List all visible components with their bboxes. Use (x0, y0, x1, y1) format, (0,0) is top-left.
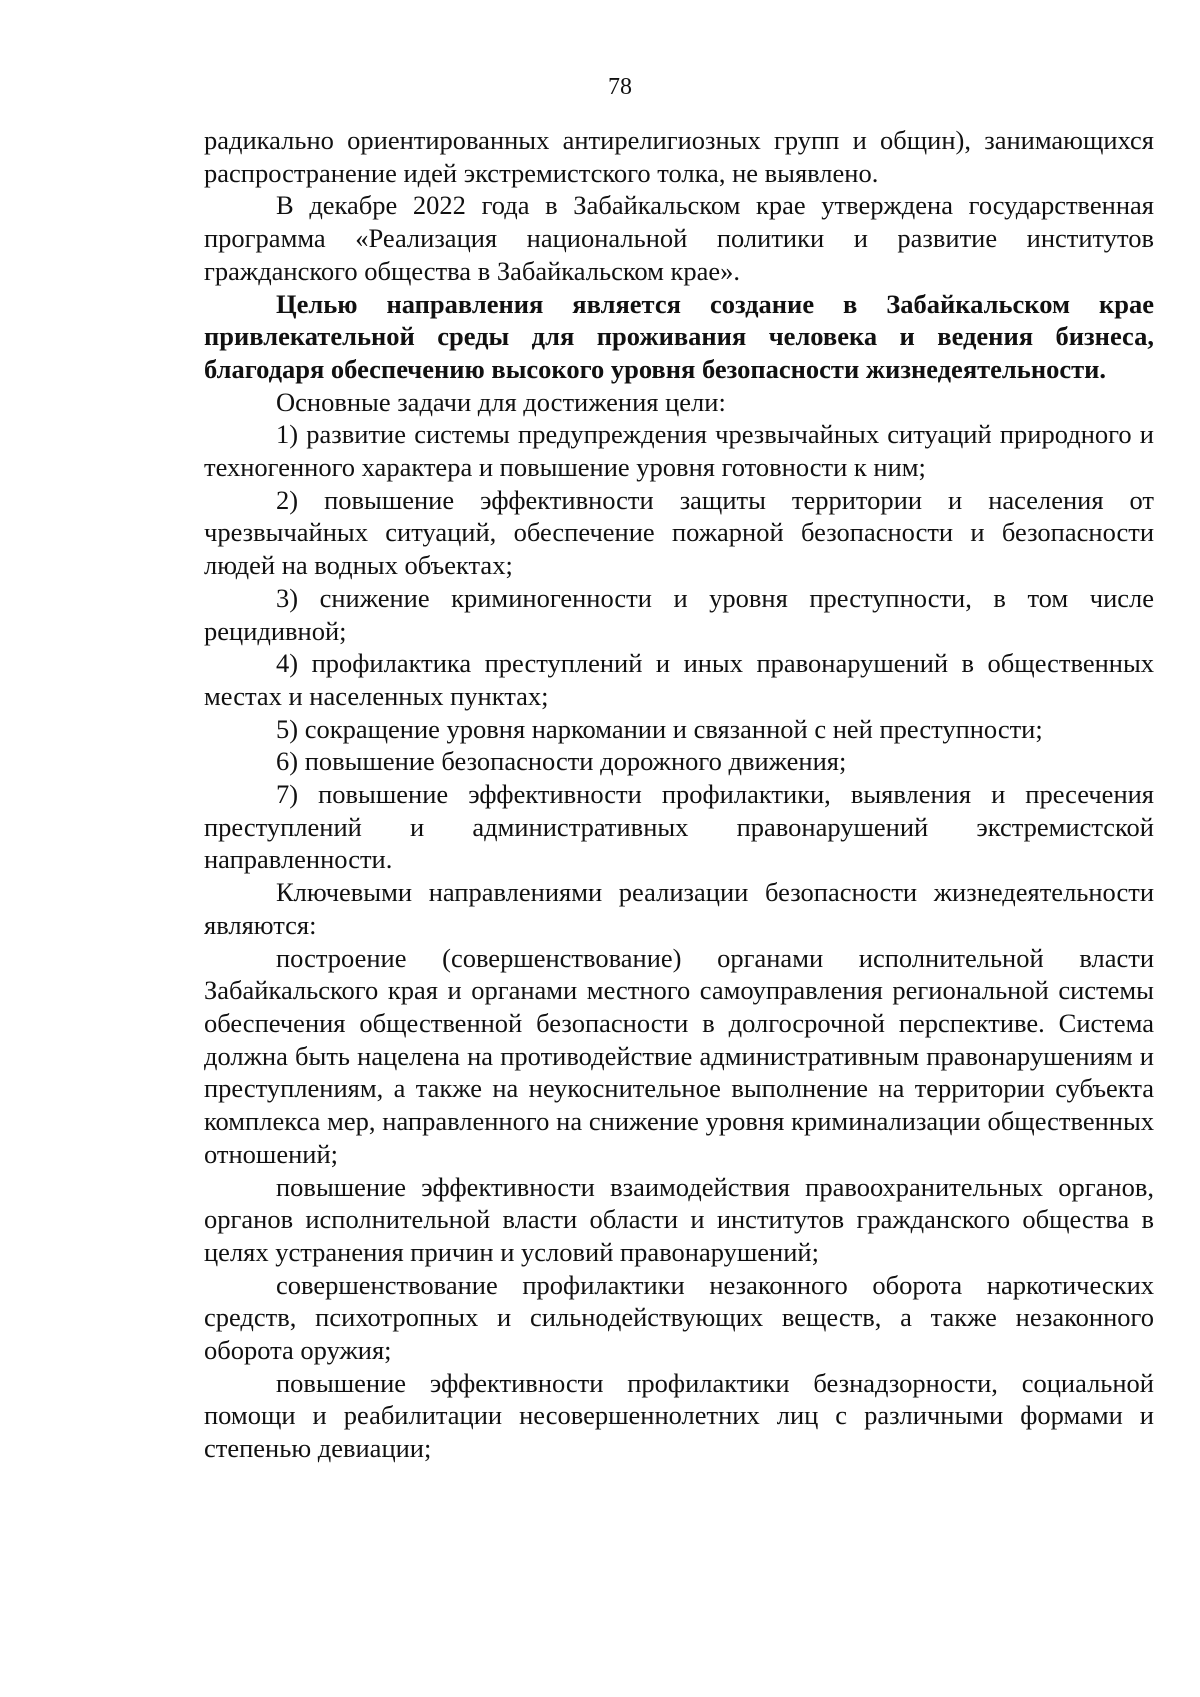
list-item: 6) повышение безопасности дорожного движения; (276, 746, 847, 777)
paragraph: повышение эффективности взаимодействия правоохранительных органов, органов исполнительной власти области и институтов гражданского общества в целях устранения причин и условий правонарушений; (204, 1171, 1154, 1267)
list-item: 4) профилактика преступлений и иных правонарушений в общественных местах и населенных пунктах; (204, 648, 1154, 711)
paragraph: Основные задачи для достижения цели: (276, 386, 726, 417)
paragraph: совершенствование профилактики незаконного оборота наркотических средств, психотропных и сильнодействующих веществ, а также незаконного оборота оружия; (204, 1269, 1154, 1366)
list-item: 2) повышение эффективности защиты территории и населения от чрезвычайных ситуаций, обеспечение пожарной безопасности и безопасности людей на водных объектах; (204, 484, 1154, 581)
paragraph: В декабре 2022 года в Забайкальском крае утверждена государственная программа «Реализация национальной политики и развитие институтов гражданского общества в Забайкальском крае». (204, 190, 1154, 286)
paragraph: радикально ориентированных антирелигиозных групп и общин), занимающихся распространение идей экстремистского толка, не выявлено. (204, 125, 1154, 188)
page-number: 78 (608, 74, 632, 100)
list-item: 3) снижение криминогенности и уровня преступности, в том числе рецидивной; (204, 582, 1154, 646)
list-item: 7) повышение эффективности профилактики, выявления и пресечения преступлений и административных правонарушений экстремистской направленности. (204, 779, 1154, 875)
paragraph: Ключевыми направлениями реализации безопасности жизнедеятельности являются: (204, 877, 1154, 940)
paragraph: построение (совершенствование) органами исполнительной власти Забайкальского края и органами местного самоуправления региональной системы обеспечения общественной безопасности в долгосрочной перспективе. Система должна быть нацелена на противодействие административным правонарушениям и преступлениям, а также на неукоснительное выполнение на территории субъекта комплекса мер, направленного на снижение уровня криминализации общественных отношений; (204, 942, 1154, 1169)
list-item: 1) развитие системы предупреждения чрезвычайных ситуаций природного и техногенного характера и повышение уровня готовности к ним; (204, 419, 1154, 483)
list-item: 5) сокращение уровня наркомании и связанной с ней преступности; (276, 713, 1043, 744)
paragraph: повышение эффективности профилактики безнадзорности, социальной помощи и реабилитации несовершеннолетних лиц с различными формами и степенью девиации; (204, 1367, 1154, 1464)
body-text (204, 124, 1154, 1465)
paragraph-goal: Целью направления является создание в Забайкальском крае привлекательной среды для проживания человека и ведения бизнеса, благодаря обеспечению высокого уровня безопасности жизнедеятельности. (204, 288, 1154, 384)
